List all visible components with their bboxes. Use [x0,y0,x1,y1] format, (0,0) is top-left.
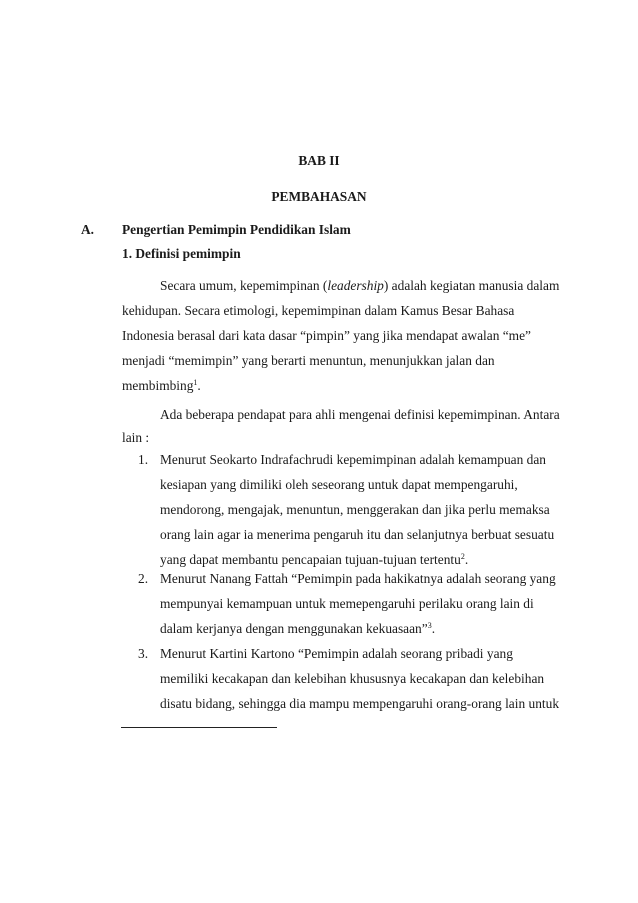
paragraph-1-line-2: kehidupan. Secara etimologi, kepemimpinan dalam Kamus Besar Bahasa [122,303,515,318]
list-item-1-line-3: mendorong, mengajak, menuntun, menggerakan dan jika perlu memaksa [160,502,550,517]
paragraph-1-line-1: Secara umum, kepemimpinan (leadership) adalah kegiatan manusia dalam [160,278,560,293]
list-item-2-line-3: dalam kerjanya dengan menggunakan kekuasaan”$^3$. [160,621,436,636]
footnote-ref-3[interactable]: 3 [427,621,432,630]
list-item-3-line-2: memiliki kecakapan dan kelebihan khususnya kecakapan dan kelebihan [160,671,545,686]
chapter-number: BAB II [298,153,340,168]
footnote-ref-2[interactable]: 2 [460,552,465,561]
paragraph-2-line-1: Ada beberapa pendapat para ahli mengenai definisi kepemimpinan. Antara [160,407,560,422]
list-item-1-line-5: yang dapat membantu pencapaian tujuan-tujuan tertentu$^2$. [160,552,469,567]
list-item-1-line-4: orang lain agar ia menerima pengaruh itu dan selanjutnya berbuat sesuatu [160,527,555,542]
heading-a-marker: A. [81,222,95,237]
footnote-separator [121,727,277,728]
paragraph-1-line-4: menjadi “memimpin” yang berarti menuntun, menunjukkan jalan dan [122,353,495,368]
list-item-2-line-2: mempunyai kemampuan untuk memepengaruhi perilaku orang lain di [160,596,534,611]
list-item-3-line-3: disatu bidang, sehingga dia mampu mempengaruhi orang-orang lain untuk [160,696,560,711]
section-title: PEMBAHASAN [271,189,367,204]
list-item-2-number: 2. [138,571,149,586]
list-item-1-line-2: kesiapan yang dimiliki oleh seseorang untuk dapat mempengaruhi, [160,477,518,492]
subheading-definisi: 1. Definisi pemimpin [122,246,241,261]
list-item-2-line-1: Menurut Nanang Fattah “Pemimpin pada hakikatnya adalah seorang yang [160,571,556,586]
paragraph-1-line-5: membimbing$^1$. [122,378,201,393]
list-item-3-line-1: Menurut Kartini Kartono “Pemimpin adalah seorang pribadi yang [160,646,513,661]
list-item-3-number: 3. [138,646,149,661]
list-item-1-line-1: Menurut Seokarto Indrafachrudi kepemimpinan adalah kemampuan dan [160,452,546,467]
paragraph-2-line-2: lain : [122,430,150,445]
heading-a-text: Pengertian Pemimpin Pendidikan Islam [122,222,351,237]
footnote-ref-1[interactable]: 1 [193,378,198,387]
list-item-1-number: 1. [138,452,149,467]
paragraph-1-line-3: Indonesia berasal dari kata dasar “pimpin” yang jika mendapat awalan “me” [122,328,531,343]
